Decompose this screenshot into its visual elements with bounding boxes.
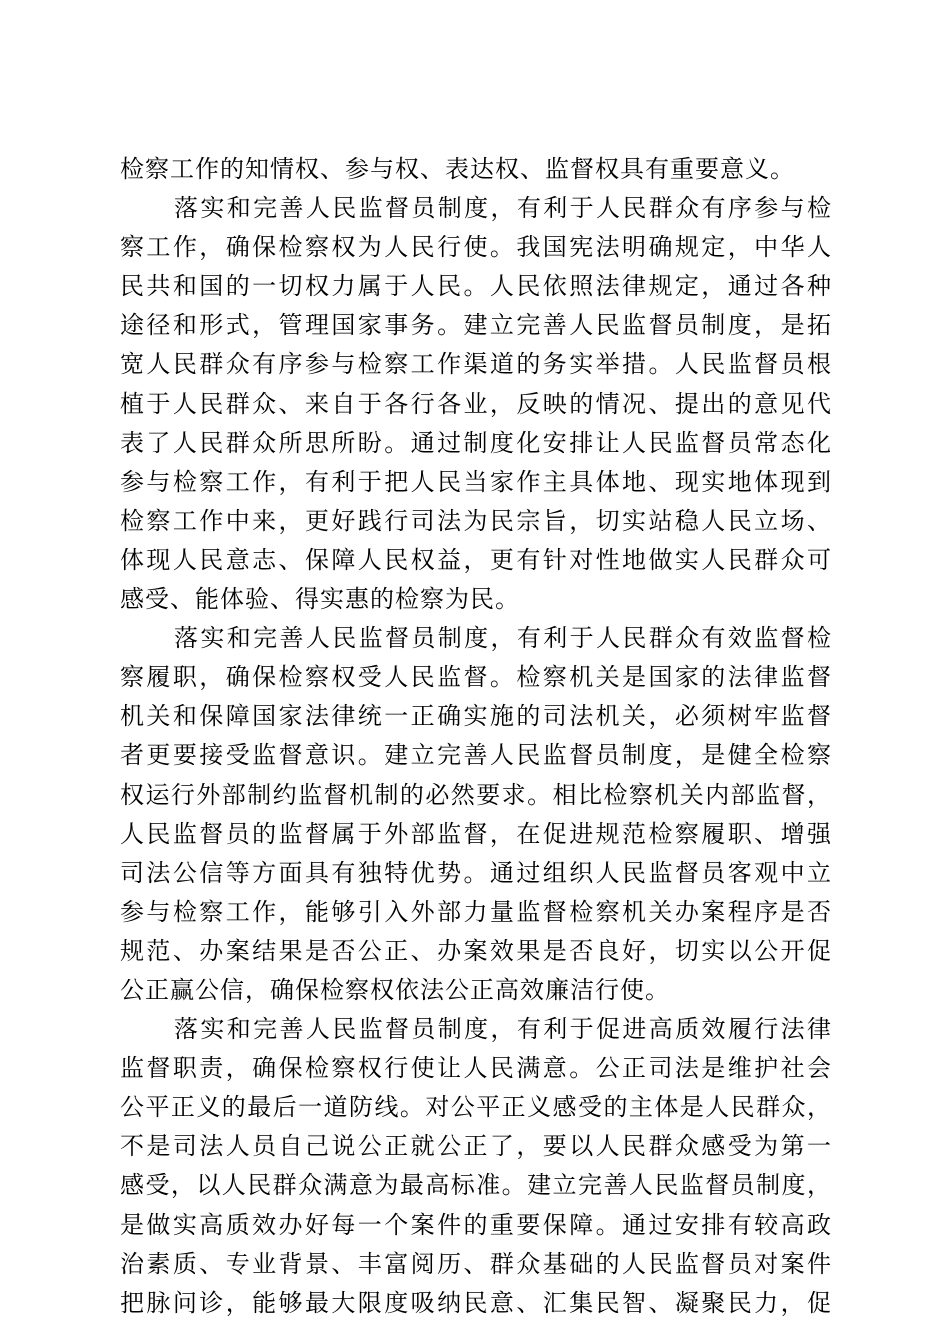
- text-line: 感受，以人民群众满意为最高标准。建立完善人民监督员制度，: [120, 1171, 832, 1200]
- text-line: 规范、办案结果是否公正、办案效果是否良好，切实以公开促: [120, 936, 832, 965]
- text-line: 治素质、专业背景、丰富阅历、群众基础的人民监督员对案件: [120, 1249, 832, 1278]
- paragraph-first-line: 落实和完善人民监督员制度，有利于促进高质效履行法律: [174, 1015, 832, 1044]
- text-line: 机关和保障国家法律统一正确实施的司法机关，必须树牢监督: [120, 702, 832, 731]
- text-line: 不是司法人员自己说公正就公正了，要以人民群众感受为第一: [120, 1132, 832, 1161]
- text-line: 体现人民意志、保障人民权益，更有针对性地做实人民群众可: [120, 545, 832, 574]
- text-line: 公平正义的最后一道防线。对公平正义感受的主体是人民群众，: [120, 1093, 832, 1122]
- text-line: 把脉问诊，能够最大限度吸纳民意、汇集民智、凝聚民力，促: [120, 1288, 832, 1317]
- text-line: 宽人民群众有序参与检察工作渠道的务实举措。人民监督员根: [120, 350, 832, 379]
- text-line: 监督职责，确保检察权行使让人民满意。公正司法是维护社会: [120, 1054, 832, 1083]
- text-line: 人民监督员的监督属于外部监督，在促进规范检察履职、增强: [120, 819, 832, 848]
- text-line: 植于人民群众、来自于各行各业，反映的情况、提出的意见代: [120, 389, 832, 418]
- paragraph-first-line: 落实和完善人民监督员制度，有利于人民群众有序参与检: [174, 194, 832, 223]
- text-line: 途径和形式，管理国家事务。建立完善人民监督员制度，是拓: [120, 311, 832, 340]
- text-line: 参与检察工作，有利于把人民当家作主具体地、现实地体现到: [120, 467, 832, 496]
- text-line: 表了人民群众所思所盼。通过制度化安排让人民监督员常态化: [120, 428, 832, 457]
- text-line: 参与检察工作，能够引入外部力量监督检察机关办案程序是否: [120, 897, 832, 926]
- paragraph-last-line: 公正赢公信，确保检察权依法公正高效廉洁行使。: [120, 975, 670, 1004]
- text-line: 检察工作中来，更好践行司法为民宗旨，切实站稳人民立场、: [120, 506, 832, 535]
- text-line: 察工作，确保检察权为人民行使。我国宪法明确规定，中华人: [120, 233, 832, 262]
- text-line: 司法公信等方面具有独特优势。通过组织人民监督员客观中立: [120, 858, 832, 887]
- text-line: 察履职，确保检察权受人民监督。检察机关是国家的法律监督: [120, 663, 832, 692]
- text-line: 权运行外部制约监督机制的必然要求。相比检察机关内部监督，: [120, 780, 832, 809]
- paragraph-first-line: 落实和完善人民监督员制度，有利于人民群众有效监督检: [174, 624, 832, 653]
- text-line: 民共和国的一切权力属于人民。人民依照法律规定，通过各种: [120, 272, 832, 301]
- text-line: 检察工作的知情权、参与权、表达权、监督权具有重要意义。: [120, 155, 795, 183]
- text-line: 者更要接受监督意识。建立完善人民监督员制度，是健全检察: [120, 741, 832, 770]
- text-line: 是做实高质效办好每一个案件的重要保障。通过安排有较高政: [120, 1210, 832, 1239]
- document-body: [120, 150, 832, 1323]
- paragraph-last-line: 感受、能体验、得实惠的检察为民。: [120, 585, 520, 614]
